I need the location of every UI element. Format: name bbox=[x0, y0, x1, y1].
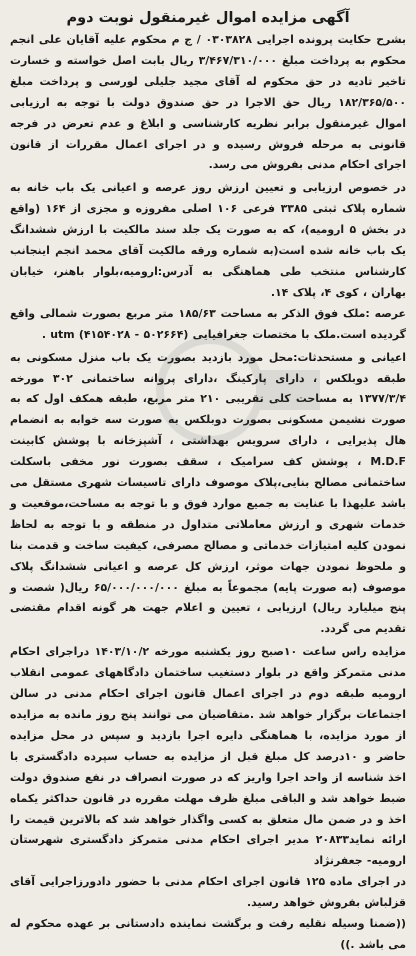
notice-paragraph-4: اعیانی و مستحدثات:محل مورد بازدید بصورت یک باب منزل مسکونی به طبقه دوبلکس ، دارای پارکینگ ،دارای پروانه ساختمانی ۳۰۲ مورخه ۱۳۷۷/۳/۴ به مساحت کلی تقریبی ۲۱۰ متر مربع، طبقه همکف اول که به صورت نشیمن مسکونی بصورت دوبلکس به صورت سه خوابه به انضمام هال پذیرایی ، دارای سرویس بهداشتی ، آشپزخانه با پوشش کابینت M.D.F ، پوشش کف سرامیک ، سقف بصورت نور مخفی باسکلت ساختمانی مصالح بنایی،پلاک موصوف دارای تاسیسات شهری مستقل می باشد علیهذا با عنایت به جمیع موارد فوق و با توجه به مساحت،موقعیت و خدمات شهری و ارزش معاملاتی متداول در منطقه و با توجه به لحاظ نمودن کلیه امتیازات خدماتی و مصالح مصرفی، کیفیت ساخت و قدمت بنا و ملحوظ نمودن جهات موثر، ارزش کل عرصه و اعیانی ششدانگ پلاک موصوف (به صورت پایه) مجموعاً به مبلغ ۶۵/۰۰۰/۰۰۰/۰۰۰ ریال( شصت و پنج میلیارد ریال) ارزیابی ، تعیین و اعلام جهت هر گونه اقدام مقتضی تقدیم می گردد. bbox=[10, 350, 407, 636]
notice-paragraph-3: عرصه :ملک فوق الذکر به مساحت ۱۸۵/۶۳ متر مربع بصورت شمالی واقع گردیده است.ملک با مختصات جغرافیایی utm (۴۱۵۴۰۲۸ - ۵۰۲۶۶۴) . bbox=[10, 306, 406, 341]
notice-paragraph-2: در خصوص ارزیابی و تعیین ارزش روز عرصه و اعیانی یک باب خانه به شماره پلاک ثبتی ۳۳۸۵ فرعی ۱۰۶ اصلی مفروزه و مجزی از ۱۶۴ (واقع در بخش ۵ ارومیه)، که به صورت یک جلد سند مالکیت با ارزش ششدانگ یک باب خانه شده است(به شماره ورقه مالکیت آقای محمد انجم اینجانب کارشناس منتخب طی هماهنگی به آدرس:ارومیه،بلوار باهنر، خیابان بهاران ، کوی ۴، پلاک ۱۴. bbox=[10, 181, 407, 299]
notice-paragraph-5: مزایده راس ساعت ۱۰صبح روز یکشنبه مورخه ۱۴۰۳/۱۰/۲ دراجرای احکام مدنی متمرکز واقع در بلوار دستغیب ساختمان دادگاههای عمومی انقلاب ارومیه طبقه دوم در اجرای اعمال قانون اجرای احکام مدنی در سالن اجتماعات برگزار خواهد شد .متقاضیان می توانند پنج روز مانده به مزایده از مورد مزایده، با هماهنگی دایره اجرا بازدید و سپس در محل مزایده حاضر و ۱۰درصد کل مبلغ قبل از مزایده به حساب سپرده دادگستری با اخذ شناسه از واحد اجرا واریز که در صورت انصراف در نفع صندوق دولت ضبط خواهد شد و الباقی مبلغ ظرف مهلت مقرره در قانون حداکثر یکماه اخذ و در ضمن مال متعلق به کسی واگذار خواهد شد که بالاترین قیمت را ارائه نماید۲۰۸۳۳ مدیر اجرای احکام مدنی متمرکز دادگستری شهرستان ارومیه- جعفرنژاد bbox=[10, 645, 407, 868]
notice-paragraph-1: بشرح حکایت پرونده اجرایی ۰۳۰۳۸۲۸ / ج م محکوم علیه آقایان علی انجم محکوم به پرداخت مبلغ ۳/۴۶۷/۳۱۰/۰۰۰ ریال بابت اصل خواسته و خسارت تاخیر تادیه در حق محکوم له آقای مجید جلیلی لورسی و پرداخت مبلغ ۱۸۲/۳۶۵/۵۰۰ ریال حق الاجرا در حق صندوق دولت با توجه به ارزیابی اموال غیرمنقول برابر نظریه کارشناسی و ابلاغ و عدم تعرض در فرجه قانونی به مرحله فروش رسیده و در اجرای اعمال مقررات از قانون اجرای احکام مدنی بفروش می رسد. bbox=[10, 33, 406, 172]
notice-title: آگهی مزایده اموال غیرمنقول نوبت دوم bbox=[66, 10, 350, 26]
notice-paragraph-7: ((ضمنا وسیله نقلیه رفت و برگشت نماینده دادستانی بر عهده محکوم له می باشد .)) bbox=[10, 917, 406, 951]
notice-paragraph-6: در اجرای ماده ۱۲۵ قانون اجرای احکام مدنی با حضور دادورزاجرایی آقای قزلباش بفروش خواهد رسید. bbox=[10, 875, 407, 910]
